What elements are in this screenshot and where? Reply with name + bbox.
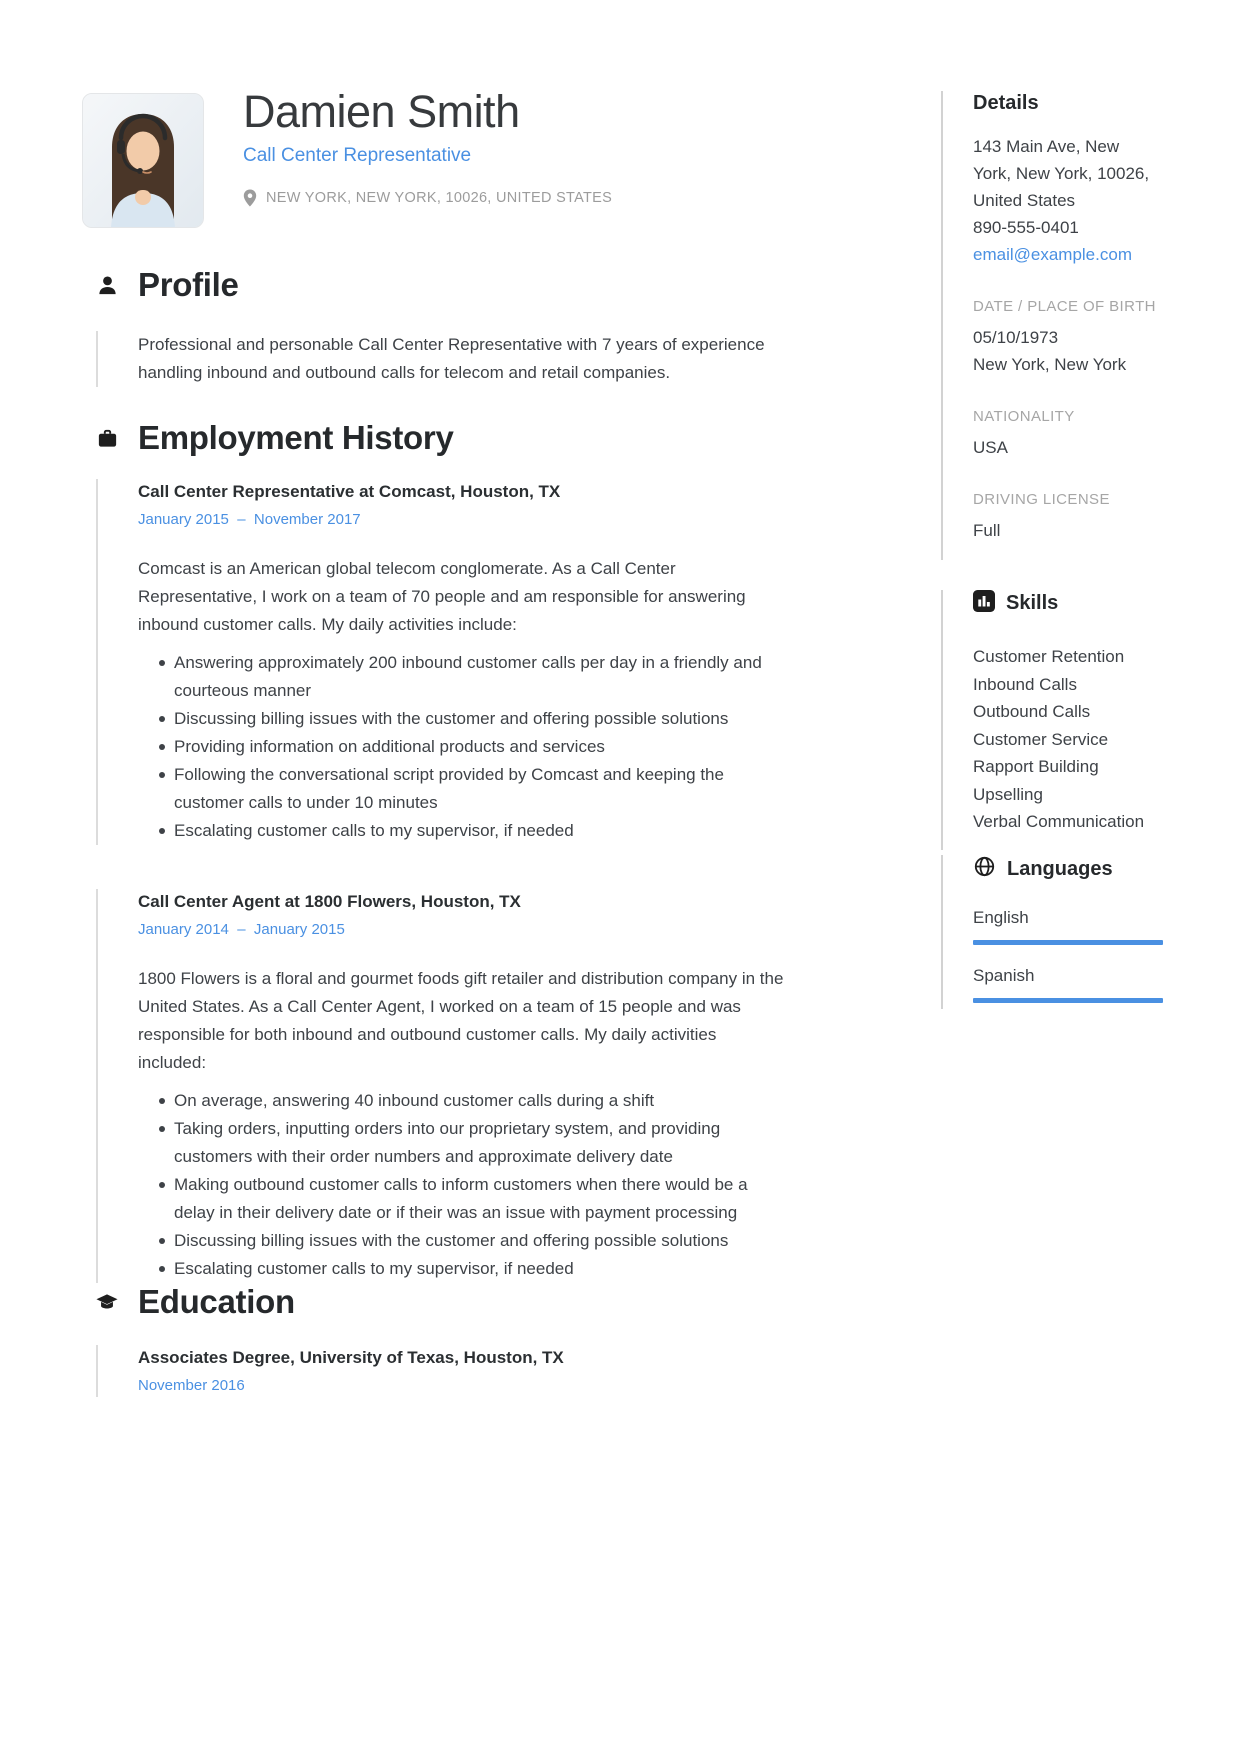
job-title: Call Center Representative at Comcast, Houston, TX — [138, 482, 561, 501]
education-entry — [96, 1345, 788, 1397]
bullet-item: Discussing billing issues with the customer and offering possible solutions — [138, 1227, 788, 1255]
location-text: NEW YORK, NEW YORK, 10026, UNITED STATES — [266, 190, 613, 206]
language-item — [973, 907, 1163, 945]
skills-section — [941, 590, 1163, 850]
education-dates: November 2016 — [138, 1377, 245, 1394]
birth-values — [973, 324, 1163, 378]
bullet-item: Making outbound customer calls to inform customers when there would be a delay in their delivery date or if their was an issue with payment processing — [138, 1171, 788, 1227]
skills-list — [973, 643, 1163, 836]
section-heading-education: Education — [138, 1283, 295, 1320]
birth-date: 05/10/1973 — [973, 328, 1059, 347]
languages-section — [941, 855, 1163, 1009]
bullet-item: On average, answering 40 inbound customer calls during a shift — [138, 1087, 788, 1115]
skill-item: Outbound Calls — [973, 702, 1091, 721]
education-title: Associates Degree, University of Texas, Houston, TX — [138, 1348, 564, 1367]
briefcase-icon — [95, 427, 119, 450]
language-item — [973, 965, 1163, 1003]
driving-license-label: DRIVING LICENSE — [973, 491, 1110, 508]
job-entry — [96, 889, 788, 1283]
birth-place: New York, New York — [973, 355, 1127, 374]
skill-item: Upselling — [973, 784, 1043, 804]
map-pin-icon — [243, 189, 257, 207]
nationality-value: USA — [973, 438, 1008, 457]
language-name: Spanish — [973, 966, 1035, 985]
bullet-item: Following the conversational script provided by Comcast and keeping the customer calls to under 10 minutes — [138, 761, 788, 817]
job-dates: January 2015 – November 2017 — [138, 511, 361, 528]
profile-entry — [96, 331, 788, 387]
job-title: Call Center Agent at 1800 Flowers, Houston, TX — [138, 892, 521, 911]
employment-section-head — [95, 419, 787, 457]
globe-icon — [973, 855, 996, 883]
details-heading: Details — [973, 92, 1039, 114]
candidate-name: Damien Smith — [243, 86, 520, 137]
employment-section — [95, 419, 787, 1283]
bullet-item: Escalating customer calls to my supervisor, if needed — [138, 817, 788, 845]
skill-item: Customer Service — [973, 729, 1109, 749]
nationality-label: NATIONALITY — [973, 408, 1075, 425]
skill-item: Customer Retention — [973, 647, 1125, 666]
candidate-title: Call Center Representative — [243, 145, 472, 166]
address-line: United States — [973, 191, 1076, 210]
bullet-item: Taking orders, inputting orders into our proprietary system, and providing customers with their order numbers and approximate delivery date — [138, 1115, 788, 1171]
language-level-bar — [973, 998, 1163, 1003]
skill-item: Verbal Communication — [973, 812, 1145, 831]
profile-photo — [82, 93, 204, 228]
bullet-item: Providing information on additional products and services — [138, 733, 788, 761]
profile-text: Professional and personable Call Center Representative with 7 years of experience handling inbound and outbound calls for telecom and retail companies. — [138, 335, 765, 382]
skills-section-head — [973, 590, 1163, 617]
education-section-head — [95, 1283, 787, 1321]
job-dates: January 2014 – January 2015 — [138, 921, 345, 938]
education-section — [95, 1283, 787, 1397]
location-row — [243, 189, 612, 207]
driving-license-value: Full — [973, 521, 1001, 540]
language-level-bar — [973, 940, 1163, 945]
address — [973, 133, 1163, 268]
profile-section — [95, 266, 787, 387]
job-description: Comcast is an American global telecom conglomerate. As a Call Center Representative, I work on a team of 70 people and am responsible for answering inbound customer calls. My daily activities include: — [138, 559, 746, 634]
skill-item: Rapport Building — [973, 757, 1099, 776]
person-icon — [95, 274, 119, 297]
job-bullet-list — [138, 1087, 788, 1283]
bullet-item: Discussing billing issues with the customer and offering possible solutions — [138, 705, 788, 733]
skill-item: Inbound Calls — [973, 674, 1077, 694]
job-bullet-list — [138, 649, 788, 845]
address-line: 143 Main Ave, New — [973, 137, 1120, 156]
profile-photo-illustration — [83, 94, 203, 227]
section-heading-employment: Employment History — [138, 419, 454, 456]
bar-chart-icon — [973, 590, 995, 617]
skills-heading: Skills — [1006, 592, 1059, 614]
job-description: 1800 Flowers is a floral and gourmet foods gift retailer and distribution company in the United States. As a Call Center Agent, I worked on a team of 15 people and was responsible for both inbound and outbound customer calls. My daily activities included: — [138, 969, 784, 1072]
details-section — [941, 91, 1163, 560]
languages-section-head — [973, 855, 1163, 883]
language-name: English — [973, 908, 1029, 927]
graduation-cap-icon — [95, 1291, 119, 1314]
birth-label: DATE / PLACE OF BIRTH — [973, 298, 1156, 315]
address-line: York, New York, 10026, — [973, 164, 1150, 183]
bullet-item: Escalating customer calls to my supervisor, if needed — [138, 1255, 788, 1283]
job-entry — [96, 479, 788, 845]
profile-section-head — [95, 266, 787, 304]
header — [243, 88, 612, 207]
languages-heading: Languages — [1007, 857, 1113, 880]
bullet-item: Answering approximately 200 inbound customer calls per day in a friendly and courteous manner — [138, 649, 788, 705]
email-link[interactable]: email@example.com — [973, 245, 1132, 264]
section-heading-profile: Profile — [138, 266, 239, 303]
phone-number: 890-555-0401 — [973, 218, 1079, 237]
